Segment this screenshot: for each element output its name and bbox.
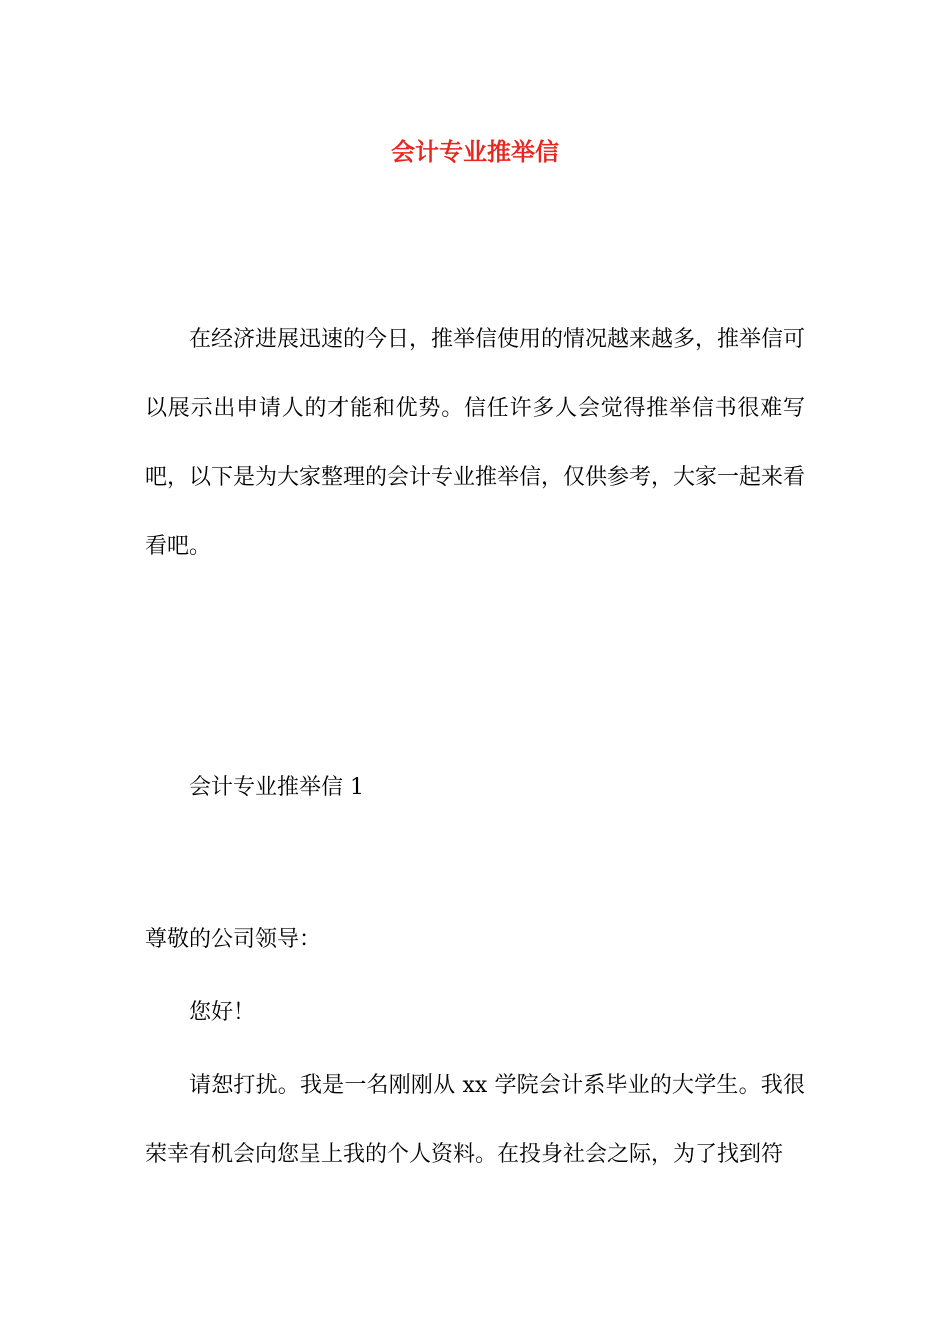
letter-greeting: 您好！ [189, 1000, 256, 1025]
document-title: 会计专业推举信 [391, 138, 559, 166]
intro-paragraph: 在经济进展迅速的今日，推举信使用的情况越来越多，推举信可以展示出申请人的才能和优势。信任许多人会觉得推举信书很难写吧，以下是为大家整理的会计专业推举信，仅供参考，大家一起来看看吧。 [145, 327, 806, 559]
letter-body-paragraph: 请恕打扰。我是一名刚刚从 xx 学院会计系毕业的大学生。我很荣幸有机会向您呈上我的个人资料。在投身社会之际，为了找到符 [145, 1073, 805, 1167]
section-heading: 会计专业推举信 1 [189, 775, 364, 800]
letter-salutation: 尊敬的公司领导： [145, 927, 322, 952]
